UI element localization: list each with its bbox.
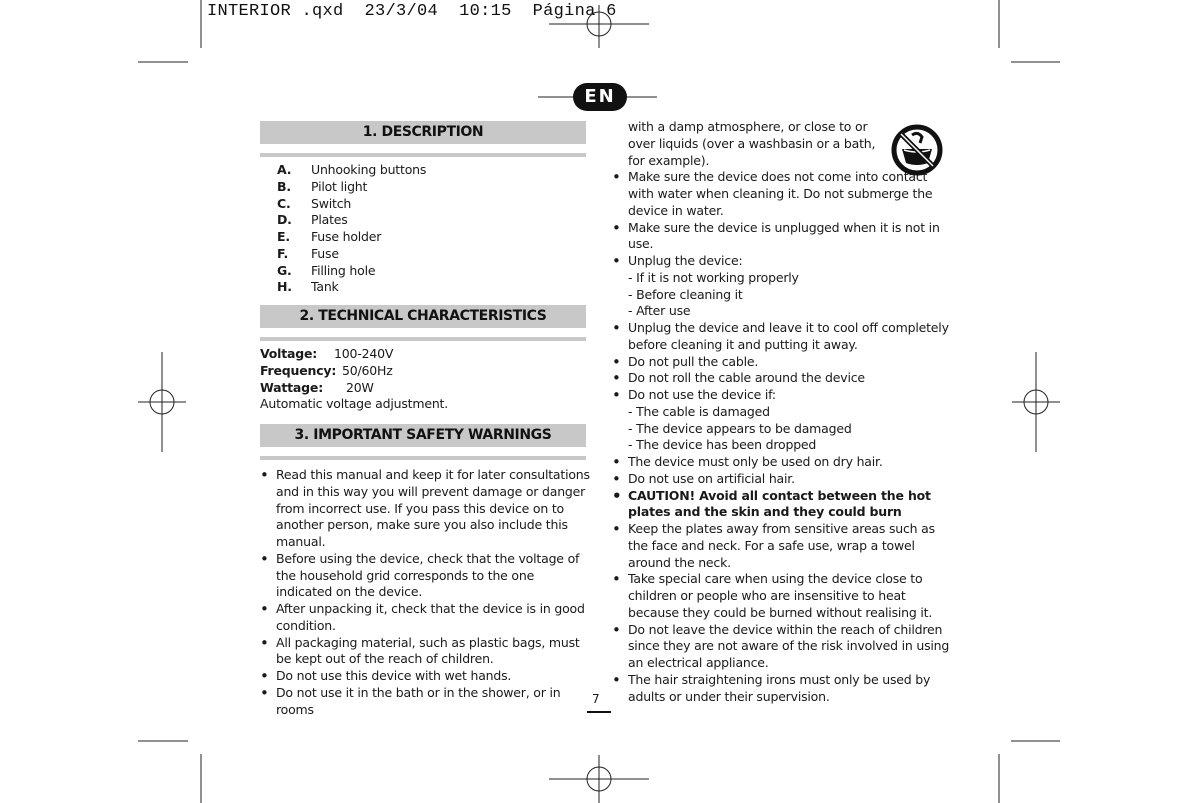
part-letter: F.: [277, 245, 289, 261]
technical-rule: [260, 337, 586, 341]
part-label: Fuse: [311, 245, 339, 261]
parts-list-item: [277, 162, 426, 179]
slug-page: Página 6: [532, 2, 617, 21]
registration-mark-icon: [138, 352, 186, 452]
safety-list-col2: [612, 119, 952, 705]
parts-list-item: [277, 212, 426, 229]
list-item: • Do not leave the device within the reach of children since they are not aware of the risk involved in using an electrical appliance.: [612, 622, 952, 672]
part-label: Switch: [311, 195, 352, 211]
continuation-line: over liquids (over a washbasin or a bath,: [628, 135, 876, 151]
spec-note: Automatic voltage adjustment.: [260, 396, 449, 412]
safety-list-col1: [260, 467, 590, 718]
language-badge: EN: [573, 83, 627, 111]
registration-mark-icon: [1012, 352, 1060, 452]
description-rule: [260, 153, 586, 157]
spec-voltage: [260, 346, 590, 363]
spec-value: 50/60Hz: [342, 362, 393, 378]
safety-rule: [260, 456, 586, 460]
caution-warning: • CAUTION! Avoid all contact between the hot plates and the skin and they could burn: [612, 488, 952, 522]
part-label: Plates: [311, 212, 348, 228]
spec-value: 100-240V: [334, 346, 394, 361]
list-item: • Do not use this device with wet hands.: [260, 668, 590, 685]
description-header: 1. DESCRIPTION: [260, 121, 586, 144]
parts-list-item: [277, 229, 426, 246]
technical-header: 2. TECHNICAL CHARACTERISTICS: [260, 305, 586, 328]
list-item: • After unpacking it, check that the device is in good condition.: [260, 601, 590, 635]
sub-item: - The cable is damaged: [628, 403, 770, 419]
parts-list: [277, 162, 426, 296]
list-item: • Make sure the device is unplugged when it is not in use.: [612, 220, 952, 254]
list-item: • All packaging material, such as plastic bags, must be kept out of the reach of children.: [260, 635, 590, 669]
list-item: • Do not use on artificial hair.: [612, 471, 952, 488]
list-item: • Do not roll the cable around the device: [612, 370, 952, 387]
parts-list-item: [277, 179, 426, 196]
slug-time: 10:15: [459, 2, 512, 21]
slug-date: 23/3/04: [364, 2, 439, 21]
part-label: Filling hole: [311, 262, 376, 278]
continuation-line: with a damp atmosphere, or close to or: [628, 119, 868, 134]
parts-list-item: [277, 279, 426, 296]
spec-frequency: [260, 363, 590, 380]
part-letter: E.: [277, 229, 290, 244]
part-letter: G.: [277, 262, 292, 278]
safety-header: 3. IMPORTANT SAFETY WARNINGS: [260, 424, 586, 447]
list-item: • Unplug the device and leave it to cool off completely before cleaning it and putting it away.: [612, 320, 952, 354]
list-item: • Make sure the device does not come into contact with water when cleaning it. Do not submerge the device in water.: [612, 169, 952, 219]
continuation-line: for example).: [628, 152, 710, 168]
list-item: • The device must only be used on dry hair.: [612, 454, 952, 471]
list-item: • Do not pull the cable.: [612, 354, 952, 371]
list-item-unplug: [612, 253, 952, 320]
list-item: • Do not use it in the bath or in the shower, or in rooms: [260, 685, 590, 719]
parts-list-item: [277, 263, 426, 280]
list-item: • The hair straightening irons must only be used by adults or under their supervision.: [612, 672, 952, 706]
sub-item: - The device appears to be damaged: [628, 420, 852, 436]
part-letter: C.: [277, 195, 291, 211]
list-item: • Read this manual and keep it for later consultations and in this way you will prevent damage or danger from incorrect use. If you pass this device on to another person, make sure you also include this manual.: [260, 467, 590, 551]
page-number: 7: [592, 692, 600, 706]
sub-item: - After use: [628, 303, 691, 319]
technical-specs: [260, 346, 590, 413]
part-letter: D.: [277, 212, 292, 228]
page-number-rule: [587, 711, 611, 713]
parts-list-item: [277, 246, 426, 263]
spec-label: Wattage:: [260, 379, 323, 395]
spec-value: 20W: [346, 379, 374, 395]
list-item-continuation: [612, 119, 952, 169]
part-label: Fuse holder: [311, 229, 382, 244]
spec-wattage: [260, 380, 590, 397]
list-item-text: • Do not use the device if:: [628, 387, 776, 402]
sub-item: - If it is not working properly: [628, 269, 799, 285]
part-label: Pilot light: [311, 178, 368, 194]
list-item: • Before using the device, check that the voltage of the household grid corresponds to the one indicated on the device.: [260, 551, 590, 601]
part-letter: H.: [277, 279, 292, 295]
list-item-text: • Unplug the device:: [628, 253, 743, 268]
sub-item: - The device has been dropped: [628, 437, 817, 453]
spec-label: Frequency:: [260, 362, 337, 378]
list-item-do-not-use: [612, 387, 952, 454]
list-item: • Keep the plates away from sensitive areas such as the face and neck. For a safe use, wrap a towel around the neck.: [612, 521, 952, 571]
sub-item: - Before cleaning it: [628, 286, 743, 302]
parts-list-item: [277, 196, 426, 213]
spec-label: Voltage:: [260, 346, 318, 361]
part-letter: B.: [277, 178, 291, 194]
registration-mark-icon: [549, 5, 649, 48]
part-label: Tank: [311, 279, 339, 295]
part-label: Unhooking buttons: [311, 162, 427, 177]
list-item: • Take special care when using the device close to children or people who are insensitive to heat because they could be burned without realising it.: [612, 571, 952, 621]
registration-mark-icon: [549, 755, 649, 803]
part-letter: A.: [277, 162, 292, 177]
slug-filename: INTERIOR .qxd: [207, 2, 344, 21]
